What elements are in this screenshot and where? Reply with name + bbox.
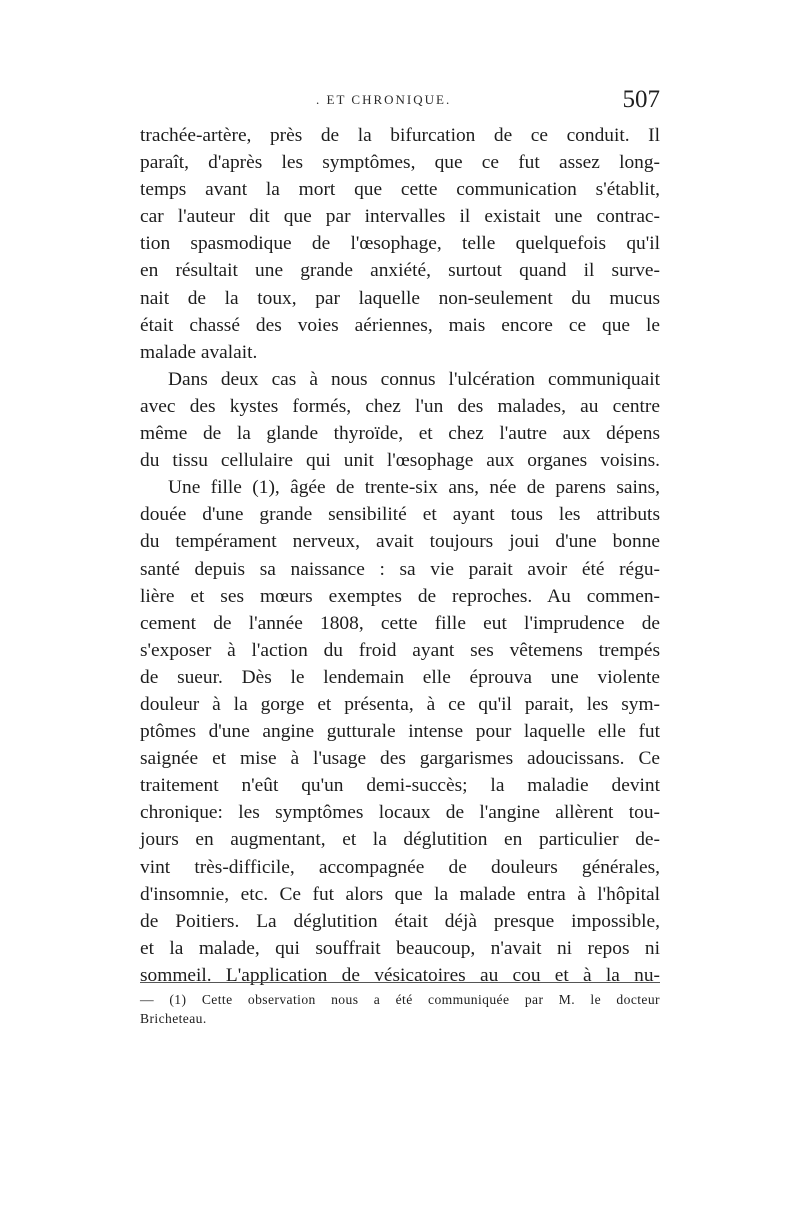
text-line: traitement n'eût qu'un demi-succès; la maladie devint bbox=[140, 775, 660, 797]
text-line: chronique: les symptômes locaux de l'angine allèrent tou- bbox=[140, 802, 660, 824]
text-line: douée d'une grande sensibilité et ayant tous les attributs bbox=[140, 504, 660, 526]
text-line: d'insomnie, etc. Ce fut alors que la malade entra à l'hôpital bbox=[140, 883, 660, 905]
text-line: et la malade, qui souffrait beaucoup, n'avait ni repos ni bbox=[140, 937, 660, 959]
text-line: était chassé des voies aériennes, mais encore ce que le bbox=[140, 314, 660, 336]
body-text bbox=[140, 122, 660, 989]
footnote-divider bbox=[140, 982, 660, 983]
text-line: même de la glande thyroïde, et chez l'autre aux dépens bbox=[140, 423, 660, 445]
running-head bbox=[140, 86, 660, 120]
text-line: ptômes d'une angine gutturale intense pour laquelle elle fut bbox=[140, 721, 660, 743]
text-line: trachée-artère, près de la bifurcation de ce conduit. Il bbox=[140, 125, 660, 146]
text-line: s'exposer à l'action du froid ayant ses vêtemens trempés bbox=[140, 639, 660, 661]
footnote-line: — (1) Cette observation nous a été communiquée par M. le docteur bbox=[140, 992, 660, 1007]
text-line: saignée et mise à l'usage des gargarismes adoucissans. Ce bbox=[140, 748, 660, 770]
text-line: du tempérament nerveux, avait toujours joui d'une bonne bbox=[140, 531, 660, 553]
text-line: santé depuis sa naissance : sa vie parait avoir été régu- bbox=[140, 558, 660, 580]
text-line: cement de l'année 1808, cette fille eut l'imprudence de bbox=[140, 612, 660, 634]
footnote-line: Bricheteau. bbox=[140, 1011, 207, 1026]
paragraph-first-line: Dans deux cas à nous connus l'ulcération communiquait bbox=[168, 368, 660, 390]
text-line: nait de la toux, par laquelle non-seulement du mucus bbox=[140, 287, 660, 309]
text-line: de sueur. Dès le lendemain elle éprouva une violente bbox=[140, 666, 660, 688]
paragraph-end-line: du tissu cellulaire qui unit l'œsophage aux organes voisins. bbox=[140, 450, 660, 472]
text-line: vint très-difficile, accompagnée de douleurs générales, bbox=[140, 856, 660, 878]
paragraph-end-line: malade avalait. bbox=[140, 341, 258, 363]
text-line: en résultait une grande anxiété, surtout quand il surve- bbox=[140, 260, 660, 282]
text-line: avec des kystes formés, chez l'un des malades, au centre bbox=[140, 395, 660, 417]
footnote bbox=[140, 990, 660, 1028]
text-line: douleur à la gorge et présenta, à ce qu'il parait, les sym- bbox=[140, 693, 660, 715]
text-line: paraît, d'après les symptômes, que ce fut assez long- bbox=[140, 152, 660, 174]
paragraph-first-line: Une fille (1), âgée de trente-six ans, née de parens sains, bbox=[168, 477, 660, 499]
text-line: car l'auteur dit que par intervalles il existait une contrac- bbox=[140, 206, 660, 228]
text-line: tion spasmodique de l'œsophage, telle quelquefois qu'il bbox=[140, 233, 660, 255]
text-line: jours en augmentant, et la déglutition en particulier de- bbox=[140, 829, 660, 851]
text-line: de Poitiers. La déglutition était déjà presque impossible, bbox=[140, 910, 660, 932]
text-line: lière et ses mœurs exemptes de reproches. Au commen- bbox=[140, 585, 660, 607]
text-line: sommeil. L'application de vésicatoires au cou et à la nu- bbox=[140, 964, 660, 986]
running-title: . ET CHRONIQUE. bbox=[316, 92, 452, 107]
text-line: temps avant la mort que cette communication s'établit, bbox=[140, 179, 660, 201]
page-number: 507 bbox=[622, 86, 660, 113]
